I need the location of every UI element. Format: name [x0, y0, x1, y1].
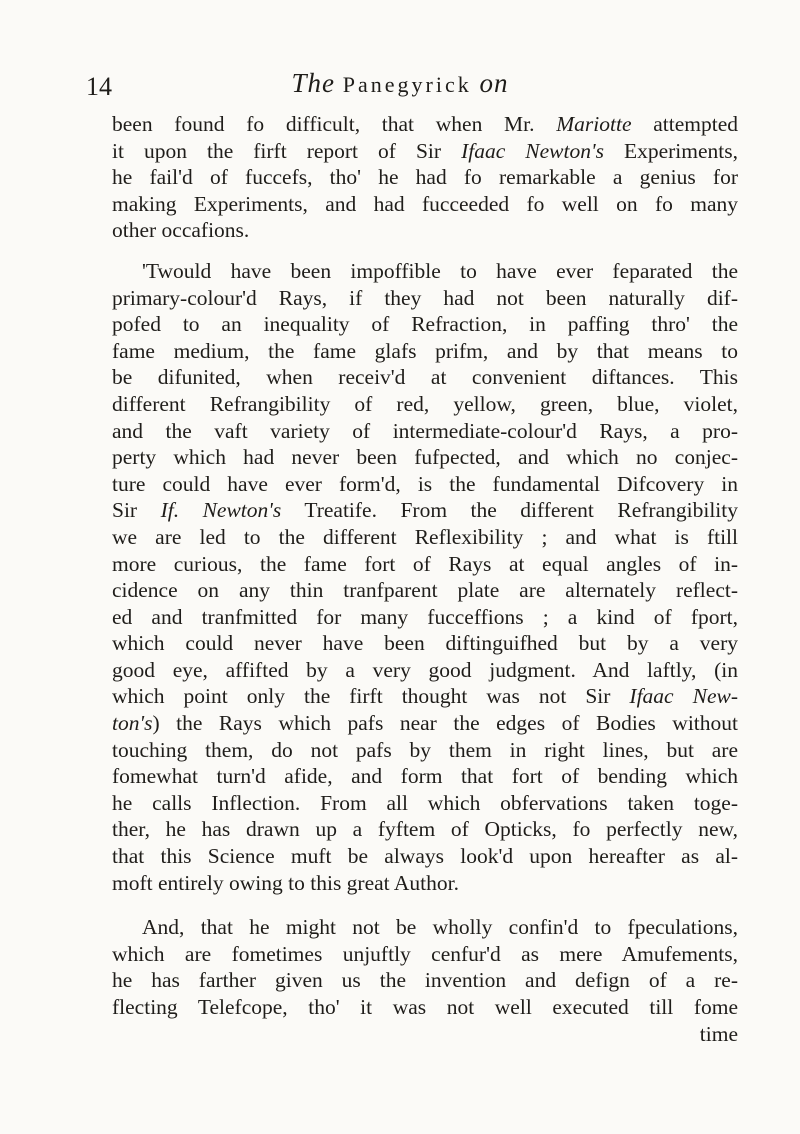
text-line: fame medium, the fame glafs prifm, and by that means to	[112, 338, 738, 363]
text-line: good eye, affifted by a very good judgment. And laftly, (in	[112, 657, 738, 682]
page-number: 14	[86, 72, 112, 101]
text-line: he has farther given us the invention and defign of a re-	[112, 968, 738, 993]
text-line: pofed to an inequality of Refraction, in paffing thro' the	[112, 312, 738, 337]
italic-text: Ifaac New-	[629, 684, 738, 709]
italic-text: If. Newton's	[160, 498, 282, 523]
text-line: he fail'd of fuccefs, tho' he had fo remarkable a genius for	[112, 165, 738, 190]
italic-text: Mariotte	[556, 112, 632, 136]
text-line: fomewhat turn'd afide, and form that fort of bending which	[112, 764, 738, 789]
catchword: time	[699, 1021, 738, 1046]
text-line: different Refrangibility of red, yellow, green, blue, violet,	[112, 391, 738, 416]
text-line: more curious, the fame fort of Rays at equal angles of in-	[112, 551, 738, 576]
running-head	[0, 68, 800, 99]
text-line: it upon the firft report of Sir Ifaac Newton's Experiments,	[112, 138, 738, 163]
text-line: making Experiments, and had fucceeded fo well on fo many	[112, 191, 738, 216]
text-line: touching them, do not pafs by them in right lines, but are	[112, 737, 738, 762]
text-line: And, that he might not be wholly confin'd to fpeculations,	[142, 915, 738, 940]
text-line: be difunited, when receiv'd at convenient diftances. This	[112, 365, 738, 390]
text-line: that this Science muft be always look'd upon hereafter as al-	[112, 844, 738, 869]
paragraph-gap	[112, 896, 738, 914]
text-line: perty which had never been fufpected, and which no conjec-	[112, 445, 738, 470]
running-head-on: on	[479, 68, 509, 98]
paragraph	[112, 258, 738, 896]
text-line: Sir If. Newton's Treatife. From the different Refrangibility	[112, 498, 738, 523]
text-line: other occafions.	[112, 218, 250, 243]
text-line: moft entirely owing to this great Author.	[112, 870, 459, 895]
running-head-panegyrick: Panegyrick	[342, 72, 472, 97]
italic-text: Ifaac Newton's	[461, 138, 604, 163]
text-line: flecting Telefcope, tho' it was not well executed till fome	[112, 995, 738, 1019]
text-line: ture could have ever form'd, is the fundamental Difcovery in	[112, 471, 738, 496]
italic-text: ton's	[112, 711, 153, 736]
text-line: cidence on any thin tranfparent plate are alternately reflect-	[112, 578, 738, 603]
body-text	[112, 111, 738, 1047]
text-line: ton's) the Rays which pafs near the edges of Bodies without	[112, 711, 738, 736]
paragraph	[112, 111, 738, 244]
text-line: been found fo difficult, that when Mr. Mariotte attempted	[112, 112, 738, 136]
text-line: which are fometimes unjuftly cenfur'd as mere Amufements,	[112, 941, 738, 966]
text-line: which could never have been diftinguifhed but by a very	[112, 631, 738, 656]
text-line: and the vaft variety of intermediate-colour'd Rays, a pro-	[112, 418, 738, 443]
running-head-the: The	[291, 68, 336, 98]
text-line: he calls Inflection. From all which obfervations taken toge-	[112, 790, 738, 815]
text-line: ther, he has drawn up a fyftem of Opticks, fo perfectly new,	[112, 817, 738, 842]
text-line: primary-colour'd Rays, if they had not been naturally dif-	[112, 285, 738, 310]
page-header	[0, 62, 800, 102]
paragraph-gap	[112, 244, 738, 258]
paragraph	[112, 914, 738, 1020]
text-line: ed and tranfmitted for many fucceffions ; a kind of fport,	[112, 604, 738, 629]
text-line: which point only the firft thought was not Sir Ifaac New-	[112, 684, 738, 709]
text-line: we are led to the different Reflexibility ; and what is ftill	[112, 524, 738, 549]
text-line: 'Twould have been impoffible to have ever feparated the	[142, 258, 738, 283]
